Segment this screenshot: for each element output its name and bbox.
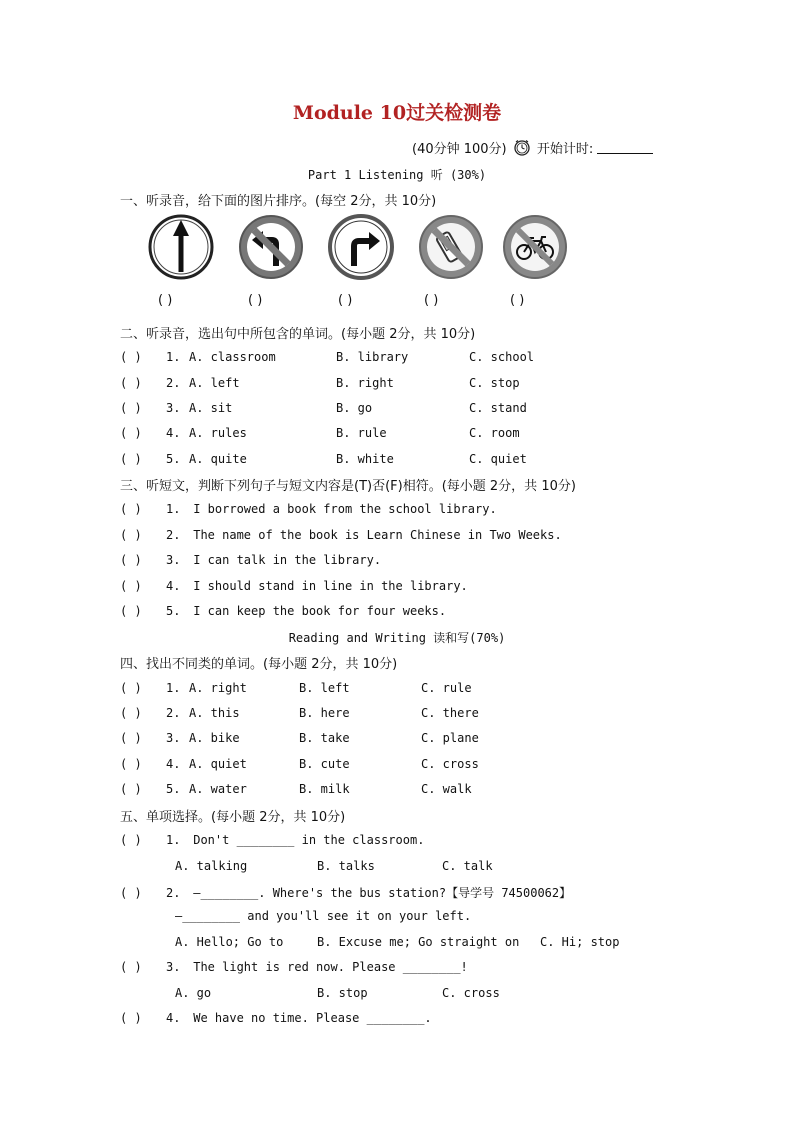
option-a: A. go xyxy=(175,986,212,1000)
answer-blank[interactable]: ( ) xyxy=(120,960,142,974)
option-c: C. cross xyxy=(442,986,500,1000)
statement-text: I should stand in line in the library. xyxy=(193,579,468,593)
item-number: 3. xyxy=(166,731,181,745)
question-text: Don't ________ in the classroom. xyxy=(193,833,425,847)
option-a: A. left xyxy=(189,376,240,390)
option-a: A. quiet xyxy=(189,757,247,771)
option-b: B. go xyxy=(336,401,373,415)
page-title: Module 10过关检测卷 xyxy=(292,102,502,124)
question-1 xyxy=(120,833,424,847)
option-a: A. this xyxy=(189,706,240,720)
answer-blank[interactable]: ( ) xyxy=(120,528,142,542)
option-a: A. sit xyxy=(189,401,233,415)
question-3 xyxy=(120,960,468,974)
list-item xyxy=(120,376,520,390)
option-b: B. milk xyxy=(299,782,350,796)
turn-right-sign-icon xyxy=(328,214,394,284)
option-c: C. walk xyxy=(421,782,472,796)
list-item xyxy=(120,502,497,516)
option-c: C. there xyxy=(421,706,479,720)
item-number: 2. xyxy=(166,886,181,900)
option-b: B. library xyxy=(336,350,409,364)
option-c: C. stop xyxy=(469,376,520,390)
item-number: 4. xyxy=(166,1011,181,1025)
list-item xyxy=(120,579,468,593)
answer-blank[interactable]: ( ) xyxy=(120,579,142,593)
list-item xyxy=(120,731,479,745)
list-item xyxy=(120,757,479,771)
option-c: C. Hi; stop xyxy=(540,935,620,949)
statement-text: I can talk in the library. xyxy=(193,553,382,567)
answer-blank[interactable]: ( ) xyxy=(120,426,142,440)
list-item xyxy=(120,401,527,415)
item-number: 5. xyxy=(166,782,181,796)
item-number: 3. xyxy=(166,553,181,567)
list-item xyxy=(120,681,472,695)
option-c: C. room xyxy=(469,426,520,440)
answer-blank[interactable]: ( ) xyxy=(120,833,142,847)
item-number: 5. xyxy=(166,452,181,466)
answer-blank[interactable]: ( ) xyxy=(120,886,142,900)
straight-ahead-sign-icon xyxy=(148,214,214,284)
option-b: B. cute xyxy=(299,757,350,771)
list-item xyxy=(120,452,527,466)
item-number: 2. xyxy=(166,528,181,542)
list-item xyxy=(120,350,535,364)
list-item xyxy=(120,528,562,542)
part-2-heading: Reading and Writing 读和写(70%) xyxy=(288,631,506,645)
answer-blank[interactable]: ( ) xyxy=(120,681,142,695)
option-a: A. right xyxy=(189,681,247,695)
list-item xyxy=(120,604,446,618)
option-c: C. stand xyxy=(469,401,527,415)
option-c: C. talk xyxy=(442,859,493,873)
time-score-info: (40分钟 100分) xyxy=(412,142,507,157)
item-number: 1. xyxy=(166,502,181,516)
start-timer-label: 开始计时: xyxy=(536,142,594,157)
option-b: B. white xyxy=(336,452,394,466)
list-item xyxy=(120,782,472,796)
option-b: B. talks xyxy=(317,859,375,873)
question-2 xyxy=(120,884,571,901)
option-a: A. quite xyxy=(189,452,247,466)
statement-text: The name of the book is Learn Chinese in Two Weeks. xyxy=(193,528,562,542)
no-phone-sign-icon xyxy=(418,214,484,284)
timer-line xyxy=(412,138,653,161)
question-4 xyxy=(120,1011,432,1025)
sign-4-blank[interactable]: ( ) xyxy=(424,293,439,308)
item-number: 1. xyxy=(166,681,181,695)
option-b: B. rule xyxy=(336,426,387,440)
answer-blank[interactable]: ( ) xyxy=(120,604,142,618)
sign-5-blank[interactable]: ( ) xyxy=(510,293,525,308)
option-a: A. bike xyxy=(189,731,240,745)
start-time-blank[interactable] xyxy=(597,141,653,154)
option-a: A. talking xyxy=(175,859,248,873)
option-b: B. here xyxy=(299,706,350,720)
answer-blank[interactable]: ( ) xyxy=(120,553,142,567)
no-left-turn-sign-icon xyxy=(238,214,304,284)
item-number: 3. xyxy=(166,401,181,415)
section-5-heading: 五、单项选择。(每小题 2分，共 10分) xyxy=(120,810,346,825)
option-b: B. left xyxy=(299,681,350,695)
question-text: We have no time. Please ________. xyxy=(193,1011,432,1025)
option-c: C. cross xyxy=(421,757,479,771)
option-c: C. quiet xyxy=(469,452,527,466)
clock-icon xyxy=(513,139,531,161)
section-1-heading: 一、听录音，给下面的图片排序。(每空 2分，共 10分) xyxy=(120,194,437,209)
item-number: 1. xyxy=(166,350,181,364)
section-3-heading: 三、听短文，判断下列句子与短文内容是(T)否(F)相符。(每小题 2分，共 10分) xyxy=(120,479,576,494)
answer-blank[interactable]: ( ) xyxy=(120,376,142,390)
option-c: C. plane xyxy=(421,731,479,745)
answer-blank[interactable]: ( ) xyxy=(120,401,142,415)
answer-blank[interactable]: ( ) xyxy=(120,1011,142,1025)
item-number: 4. xyxy=(166,579,181,593)
sign-3-blank[interactable]: ( ) xyxy=(338,293,353,308)
question-text: —________. Where's the bus station?【导学号 74500062】 xyxy=(193,886,572,900)
item-number: 5. xyxy=(166,604,181,618)
option-b: B. stop xyxy=(317,986,368,1000)
sign-1-blank[interactable]: ( ) xyxy=(158,293,173,308)
statement-text: I can keep the book for four weeks. xyxy=(193,604,447,618)
item-number: 2. xyxy=(166,706,181,720)
no-bicycle-sign-icon xyxy=(502,214,568,284)
option-b: B. take xyxy=(299,731,350,745)
traffic-signs-row xyxy=(148,214,568,284)
answer-blank[interactable]: ( ) xyxy=(120,502,142,516)
section-4-heading: 四、找出不同类的单词。(每小题 2分，共 10分) xyxy=(120,657,398,672)
answer-blank[interactable]: ( ) xyxy=(120,731,142,745)
section-2-heading: 二、听录音，选出句中所包含的单词。(每小题 2分，共 10分) xyxy=(120,327,476,342)
item-number: 3. xyxy=(166,960,181,974)
list-item xyxy=(120,426,520,440)
answer-blank[interactable]: ( ) xyxy=(120,350,142,364)
answer-blank[interactable]: ( ) xyxy=(120,782,142,796)
option-c: C. school xyxy=(469,350,535,364)
option-a: A. classroom xyxy=(189,350,276,364)
answer-blank[interactable]: ( ) xyxy=(120,452,142,466)
item-number: 4. xyxy=(166,757,181,771)
answer-blank[interactable]: ( ) xyxy=(120,757,142,771)
part-1-heading: Part 1 Listening 听 (30%) xyxy=(307,168,487,182)
statement-text: I borrowed a book from the school library. xyxy=(193,502,497,516)
question-text: The light is red now. Please ________! xyxy=(193,960,468,974)
option-a: A. water xyxy=(189,782,247,796)
option-a: A. Hello; Go to xyxy=(175,935,284,949)
option-b: B. Excuse me; Go straight on xyxy=(317,935,520,949)
list-item xyxy=(120,553,381,567)
item-number: 4. xyxy=(166,426,181,440)
option-b: B. right xyxy=(336,376,394,390)
question-text: —________ and you'll see it on your left. xyxy=(175,909,472,923)
sign-2-blank[interactable]: ( ) xyxy=(248,293,263,308)
item-number: 1. xyxy=(166,833,181,847)
answer-blank[interactable]: ( ) xyxy=(120,706,142,720)
option-a: A. rules xyxy=(189,426,247,440)
item-number: 2. xyxy=(166,376,181,390)
list-item xyxy=(120,706,479,720)
option-c: C. rule xyxy=(421,681,472,695)
